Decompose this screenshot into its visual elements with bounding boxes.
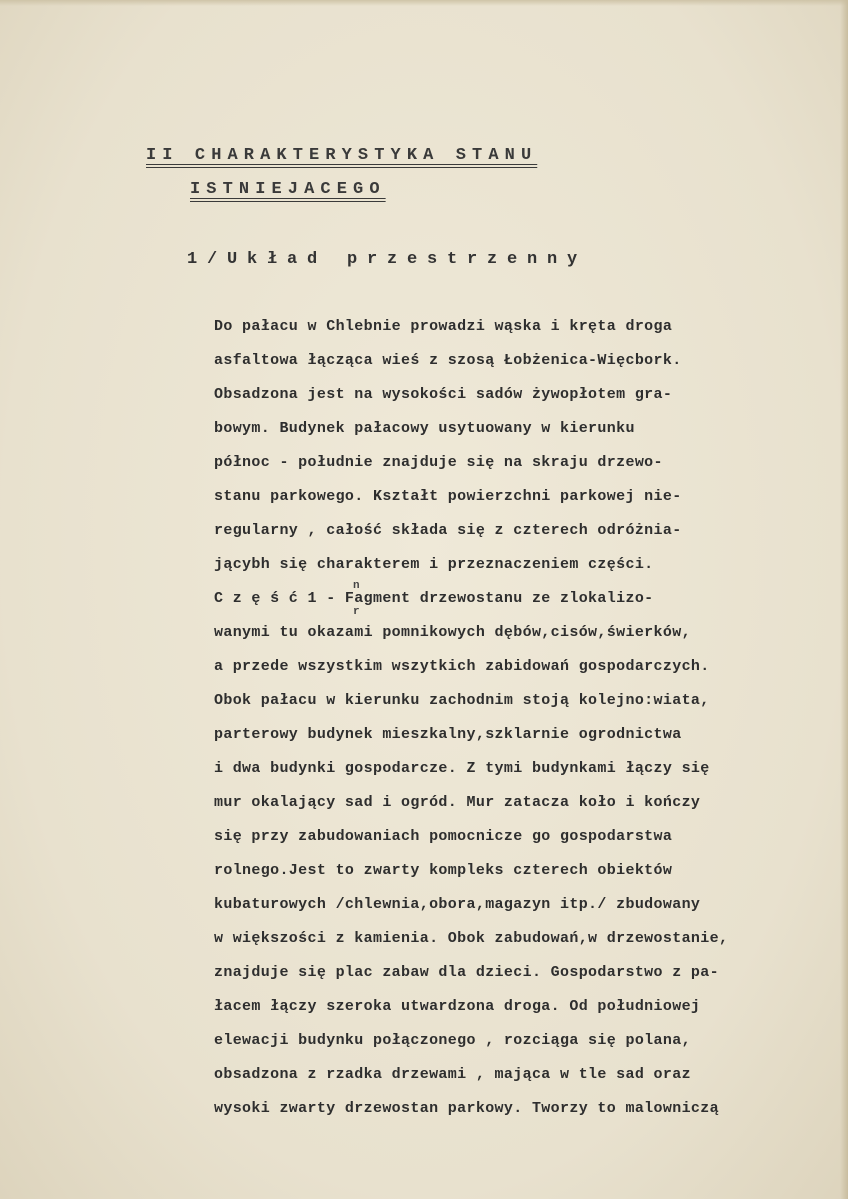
body-line-5: północ - południe znajduje się na skraju drzewo- — [214, 454, 663, 471]
body-line-7: regularny , całość składa się z czterech odróżnia- — [214, 522, 682, 539]
body-line-8: jącybh się charakterem i przeznaczeniem części. — [214, 556, 654, 573]
body-line-16: się przy zabudowaniach pomocnicze go gospodarstwa — [214, 828, 673, 845]
body-line-22: elewacji budynku połączonego , rozciąga się polana, — [214, 1032, 691, 1049]
body-line-23: obsadzona z rzadka drzewami , mająca w tle sad oraz — [214, 1066, 691, 1083]
body-line-18: kubaturowych /chlewnia,obora,magazyn itp./ zbudowany — [214, 896, 701, 913]
body-line-3: Obsadzona jest na wysokości sadów żywopłotem gra- — [214, 386, 673, 403]
body-line-15: mur okalający sad i ogród. Mur zatacza koło i kończy — [214, 794, 701, 811]
body-line-11: a przede wszystkim wszytkich zabidowań gospodarczych. — [214, 658, 710, 675]
chapter-heading-line-2: ISTNIEJACEGO — [190, 180, 386, 199]
body-line-1: Do pałacu w Chlebnie prowadzi wąska i kręta droga — [214, 318, 673, 335]
typed-correction-above: n — [353, 580, 360, 592]
body-line-21: łacem łączy szeroka utwardzona droga. Od południowej — [214, 998, 701, 1015]
body-line-14: i dwa budynki gospodarcze. Z tymi budynkami łączy się — [214, 760, 710, 777]
section-heading: 1/Układ przestrzenny — [187, 250, 588, 269]
body-line-6: stanu parkowego. Kształt powierzchni parkowej nie- — [214, 488, 682, 505]
body-line-4: bowym. Budynek pałacowy usytuowany w kierunku — [214, 420, 635, 437]
body-line-17: rolnego.Jest to zwarty kompleks czterech obiektów — [214, 862, 673, 879]
page-right-edge — [840, 0, 848, 1199]
body-line-9: C z ę ś ć 1 - Fagment drzewostanu ze zlokalizo- — [214, 590, 654, 607]
body-line-13: parterowy budynek mieszkalny,szklarnie ogrodnictwa — [214, 726, 682, 743]
body-line-2: asfaltowa łącząca wieś z szosą Łobżenica-Więcbork. — [214, 352, 682, 369]
page-top-edge — [0, 0, 848, 6]
body-line-12: Obok pałacu w kierunku zachodnim stoją kolejno:wiata, — [214, 692, 710, 709]
body-line-24: wysoki zwarty drzewostan parkowy. Tworzy to malowniczą — [214, 1100, 719, 1117]
body-line-19: w większości z kamienia. Obok zabudowań,w drzewostanie, — [214, 930, 729, 947]
chapter-heading-line-1: II CHARAKTERYSTYKA STANU — [146, 146, 538, 165]
body-line-10: wanymi tu okazami pomnikowych dębów,cisów,świerków, — [214, 624, 691, 641]
body-line-20: znajduje się plac zabaw dla dzieci. Gospodarstwo z pa- — [214, 964, 719, 981]
typed-correction-below: r — [353, 606, 360, 618]
